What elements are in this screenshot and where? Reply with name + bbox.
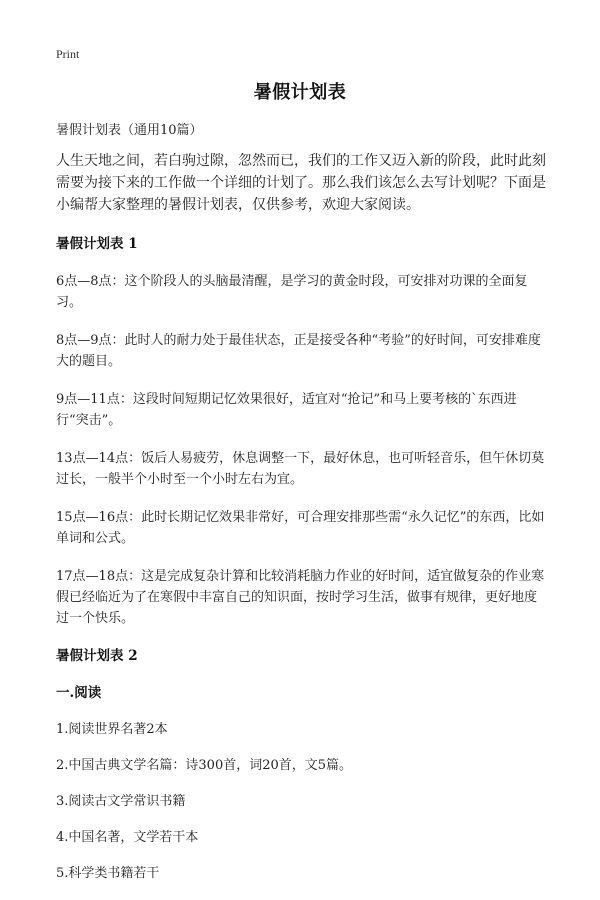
document-subtitle: 暑假计划表（通用10篇） — [56, 123, 203, 138]
print-link[interactable]: Print — [56, 47, 80, 61]
intro-paragraph: 人生天地之间，若白驹过隙，忽然而已，我们的工作又迈入新的阶段，此时此刻需要为接下来的工作做一个详细的计划了。那么我们该怎么去写计划呢？下面是小编帮大家整理的暑假计划表，仅供参考，欢迎大家阅读。 — [56, 153, 546, 213]
schedule-paragraph: 13点—14点：饭后人易疲劳，休息调整一下，最好休息，也可听轻音乐，但午休切莫过长，一般半个小时至一个小时左右为宜。 — [56, 451, 545, 487]
schedule-paragraph: 8点—9点：此时人的耐力处于最佳状态，正是接受各种“考验”的好时间，可安排难度大的题目。 — [56, 333, 541, 369]
schedule-paragraph: 9点—11点：这段时间短期记忆效果很好，适宜对“抢记”和马上要考核的`东西进行“突击”。 — [56, 392, 517, 428]
schedule-paragraph: 6点—8点：这个阶段人的头脑最清醒，是学习的黄金时段，可安排对功课的全面复习。 — [56, 274, 528, 310]
schedule-paragraph: 15点—16点：此时长期记忆效果非常好，可合理安排那些需“永久记忆”的东西，比如单词和公式。 — [56, 510, 545, 546]
list-item: 3.阅读古文学常识书籍 — [56, 794, 186, 809]
list-item: 5.科学类书籍若干 — [56, 866, 160, 881]
list-item: 4.中国名著，文学若干本 — [56, 830, 199, 845]
schedule-paragraph: 17点—18点：这是完成复杂计算和比较消耗脑力作业的好时间，适宜做复杂的作业寒假已经临近为了在寒假中丰富自己的知识面，按时学习生活，做事有规律，更好地度过一个快乐。 — [56, 569, 545, 626]
document-body — [56, 120, 546, 900]
list-item: 1.阅读世界名著2本 — [56, 722, 168, 737]
reading-subheading: 一.阅读 — [56, 685, 102, 701]
list-item: 2.中国古典文学名篇：诗300首，词20首，文5篇。 — [56, 758, 353, 773]
section-heading-2: 暑假计划表 2 — [56, 648, 138, 664]
page-title: 暑假计划表 — [253, 82, 347, 103]
section-heading-1: 暑假计划表 1 — [56, 236, 138, 252]
